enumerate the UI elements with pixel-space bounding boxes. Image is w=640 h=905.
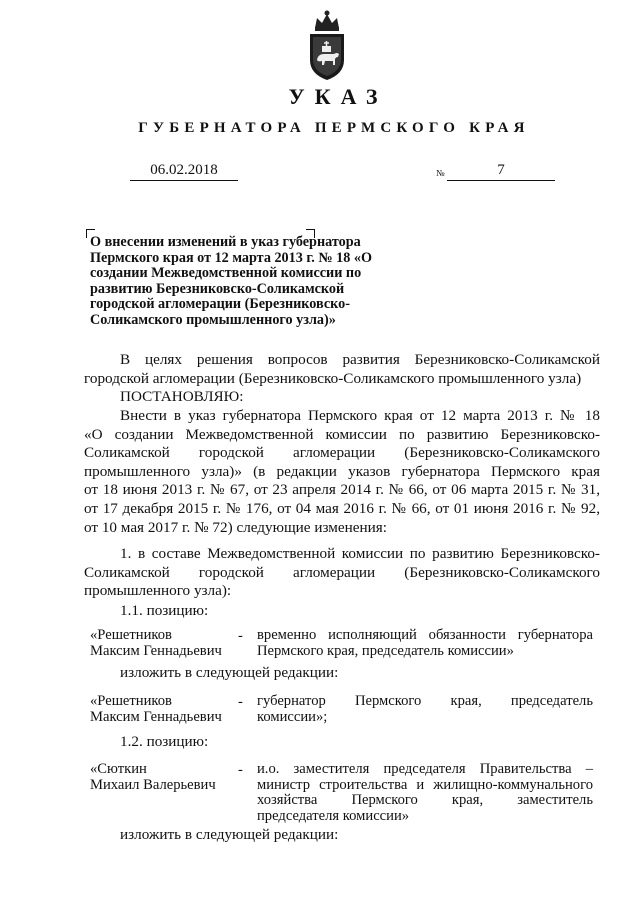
position-3-name	[90, 762, 240, 793]
item1-text-1: 1. в составе Межведомственной комиссии по развитию Березниковско-	[120, 545, 600, 562]
paragraph-preamble	[84, 351, 600, 388]
paragraph-item-1	[84, 545, 600, 601]
preamble-line-1	[84, 351, 600, 370]
position-2-given-names: Максим Геннадьевич	[90, 708, 222, 725]
document-date: 06.02.2018	[130, 162, 238, 181]
position-2-name	[90, 694, 240, 725]
paragraph-changes	[84, 407, 600, 537]
number-label: №	[436, 168, 445, 178]
position-2-title	[257, 694, 593, 725]
item-1-1-label: 1.1. позицию:	[120, 602, 209, 619]
statement-2: изложить в следующей редакции:	[120, 826, 339, 843]
position-1-title-line-1: временно исполняющий обязанности губернатора	[257, 627, 593, 643]
position-3-surname: «Сюткин	[90, 761, 147, 777]
changes-line-2: «О создании Межведомственной комиссии по развитию Березниковско-	[84, 425, 600, 443]
coat-of-arms-emblem	[306, 8, 348, 82]
paragraph-decree: ПОСТАНОВЛЯЮ:	[120, 388, 244, 405]
document-title: УКАЗ	[288, 84, 388, 109]
changes-line-5: от 18 июня 2013 г. № 67, от 23 апреля 2014 г. № 66, от 06 марта 2015 г. № 31,	[84, 481, 600, 499]
position-3-title-line-1: и.о. заместителя председателя Правительства –	[257, 761, 593, 777]
position-1-title-line-2: Пермского края, председатель комиссии»	[257, 642, 514, 659]
item1-line-3: промышленного узла):	[84, 582, 232, 600]
document-subtitle: ГУБЕРНАТОРА ПЕРМСКОГО КРАЯ	[138, 120, 530, 136]
position-1-surname: «Решетников	[90, 627, 172, 643]
position-2-title-line-2: комиссии»;	[257, 708, 328, 725]
position-3-title-line-3: хозяйства Пермского края, заместитель	[257, 792, 593, 808]
position-3-given-names: Михаил Валерьевич	[90, 776, 216, 793]
item1-line-2: Соликамской городской агломерации (Березниковско-Соликамского	[84, 563, 600, 581]
position-3-title-line-4: председателя комиссии»	[257, 807, 410, 824]
document-number: 7	[447, 162, 555, 181]
position-1-dash: -	[238, 628, 243, 644]
position-3-title	[257, 762, 593, 824]
changes-line-6: от 17 декабря 2015 г. № 176, от 04 мая 2016 г. № 66, от 01 июня 2016 г. № 92,	[84, 499, 600, 517]
position-2-title-line-1: губернатор Пермского края, председатель	[257, 693, 593, 709]
document-heading: О внесении изменений в указ губернатора Пермского края от 12 марта 2013 г. № 18 «О создании Межведомственной комиссии по развитию Березниковско-Соликамской городской агломерации (Березниковско-Соликамского промышленного узла)»	[90, 234, 372, 328]
statement-1: изложить в следующей редакции:	[120, 664, 339, 681]
position-3-dash: -	[238, 762, 243, 778]
position-1-title	[257, 628, 593, 659]
changes-line-3: Соликамской городской агломерации (Березниковско-Соликамского	[84, 444, 600, 462]
preamble-text-1: В целях решения вопросов развития Березниковско-Соликамской	[120, 351, 600, 368]
changes-text-1: Внести в указ губернатора Пермского края от 12 марта 2013 г. № 18	[120, 407, 600, 424]
changes-line-7: от 10 мая 2017 г. № 72) следующие изменения:	[84, 518, 387, 536]
position-1-given-names: Максим Геннадьевич	[90, 642, 222, 659]
position-1-name	[90, 628, 240, 659]
item1-line-1	[84, 545, 600, 564]
changes-line-4: промышленного узла)» (в редакции указов губернатора Пермского края	[84, 462, 600, 480]
position-2-dash: -	[238, 694, 243, 710]
item-1-2-label: 1.2. позицию:	[120, 733, 209, 750]
changes-line-1	[84, 407, 600, 426]
preamble-line-2: городской агломерации (Березниковско-Соликамского промышленного узла)	[84, 369, 582, 387]
position-2-surname: «Решетников	[90, 693, 172, 709]
position-3-title-line-2: министр строительства и жилищно-коммунального	[257, 776, 593, 793]
